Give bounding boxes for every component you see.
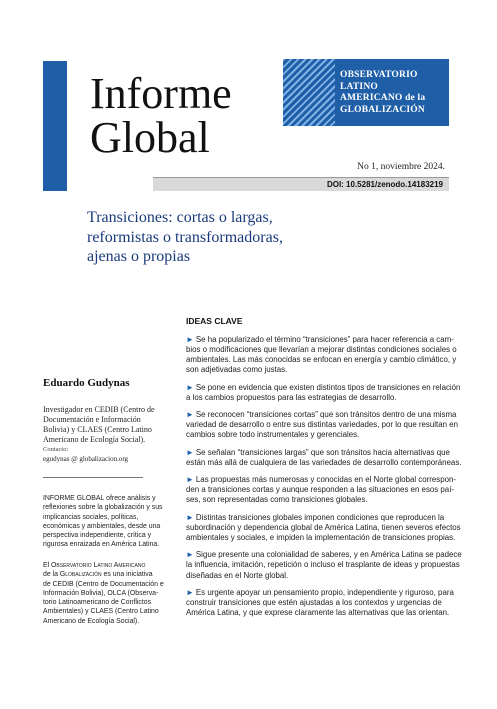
triangle-bullet-icon: ► — [186, 335, 194, 344]
key-idea-item — [186, 382, 461, 403]
sidebar-text: de la — [43, 571, 60, 579]
sidebar-text: reflexiones sobre la globalización y sus — [43, 504, 163, 512]
key-idea-item — [186, 447, 462, 468]
key-idea-item — [186, 550, 462, 580]
idea-line: Se señalan “transiciones largas” que son tránsitos hacia alternativas que — [195, 447, 450, 457]
triangle-bullet-icon: ► — [186, 382, 194, 392]
triangle-bullet-icon: ► — [186, 410, 194, 420]
idea-line: cambios sobre todo instrumentales y gerenciales. — [186, 430, 360, 440]
triangle-bullet-icon: ► — [186, 587, 194, 597]
document-title-line: ajenas o propias — [87, 248, 191, 265]
key-idea-item — [186, 410, 458, 440]
idea-line: son adjetivadas como justas. — [186, 365, 288, 375]
key-ideas-heading: IDEAS CLAVE — [186, 316, 243, 326]
title-line-2: Global — [90, 113, 210, 162]
idea-line: diseñadas en el Norte global. — [186, 570, 289, 580]
sidebar-text: Información Bolivia), OLCA (Observa- — [43, 589, 159, 597]
idea-line: la influencia, imitación, repetición o incluso el trasplante de ideas y propuestas — [186, 560, 460, 570]
idea-line: Es urgente apoyar un pensamiento propio, independiente y riguroso, para — [195, 587, 454, 597]
masthead-accent-bar — [43, 61, 67, 191]
doi-link[interactable]: DOI: 10.5281/zenodo.14183219 — [326, 180, 443, 189]
observatory-name-inline: Globalización — [59, 571, 102, 579]
contact-label: Contacto: — [43, 446, 69, 453]
sidebar-paragraph-observatory — [43, 561, 175, 626]
sidebar-text: de CEDIB (Centro de Documentación e — [43, 580, 164, 588]
sidebar-paragraph-about — [43, 494, 175, 550]
key-idea-item — [186, 475, 457, 505]
idea-line: Se pone en evidencia que existen distintos tipos de transiciones en relación — [195, 382, 461, 392]
sidebar-text: es una iniciativa — [101, 571, 153, 579]
sidebar-text: ofrece análisis y — [104, 495, 156, 502]
idea-line: Las propuestas más numerosas y conocidas en el Norte global correspon- — [195, 475, 457, 485]
key-idea-item — [186, 335, 457, 375]
key-idea-item — [186, 587, 454, 618]
sidebar-text: Americano de Ecología Social). — [43, 617, 140, 625]
idea-line: Sigue presente una colonialidad de saberes, y en América Latina se padece — [195, 550, 462, 560]
idea-line: ses, son representadas como transiciones globales. — [186, 495, 368, 505]
org-line: AMERICANO de la — [340, 93, 426, 103]
doi-bar — [153, 178, 449, 191]
idea-line: variedad de desarrollo o entre sus distintas variedades, por lo que resultan en — [186, 420, 458, 430]
sidebar-text: implicancias sociales, políticas, — [43, 513, 139, 521]
idea-line: den a transiciones cortas y aunque responden a las situaciones en esos paí- — [186, 485, 455, 495]
triangle-bullet-icon: ► — [186, 475, 194, 485]
issue-number: No 1, noviembre 2024. — [357, 162, 445, 172]
idea-line: América Latina, y que exprese claramente las alternativas que las orientan. — [186, 608, 450, 618]
triangle-bullet-icon: ► — [186, 512, 194, 522]
idea-line: ambientales. Las más conocidas se enfocan en energía y cambio climático, y — [186, 355, 457, 365]
author-name: Eduardo Gudynas — [43, 377, 130, 389]
sidebar-text: económicas y ambientales, desde una — [43, 522, 161, 530]
sidebar-separator — [43, 477, 143, 478]
observatory-stripes-graphic — [283, 59, 335, 126]
triangle-bullet-icon: ► — [186, 550, 194, 560]
document-title-line: Transiciones: cortas o largas, — [87, 209, 273, 226]
sidebar-text: perspectiva independiente, crítica y — [43, 532, 152, 540]
idea-line: Se ha popularizado el término “transiciones” para hacer referencia a cam- — [195, 335, 454, 344]
contact-email[interactable]: egudynas @ globalizacion.org — [43, 455, 129, 463]
publication-name-inline: INFORME GLOBAL — [43, 495, 105, 502]
publication-title — [90, 69, 232, 162]
idea-line: a los cambios propuestos para las estrategias de desarrollo. — [186, 392, 397, 402]
observatory-name — [340, 70, 446, 116]
observatory-name-inline: Observatorio Latino Americano — [51, 562, 146, 569]
idea-line: subordinación y dependencia global de América Latina, tienen severos efectos — [186, 522, 461, 532]
document-title — [87, 208, 337, 267]
sidebar-text: torio Latinoamericano de Conflictos — [43, 599, 152, 607]
idea-line: están más allá de cualquiera de las variedades de desarrollo contemporáneas. — [186, 457, 462, 467]
idea-line: ambientales y sociales, e impiden la implementación de transiciones propias. — [186, 532, 456, 542]
org-line: LATINO — [340, 81, 378, 92]
document-title-line: reformistas o transformadoras, — [87, 228, 283, 246]
sidebar-text: El — [43, 562, 52, 569]
title-line-1: Informe — [90, 69, 232, 118]
idea-line: construir transiciones que estén ajustadas a los contextos y urgencias de — [186, 598, 442, 608]
org-line: OBSERVATORIO — [340, 70, 418, 80]
key-idea-item — [186, 512, 461, 543]
key-ideas-list — [186, 335, 462, 626]
sidebar-text: Ambientales) y CLAES (Centro Latino — [43, 608, 159, 616]
org-line: GLOBALIZACIÓN — [340, 104, 425, 115]
idea-line: Distintas transiciones globales imponen condiciones que reproducen la — [195, 512, 445, 522]
idea-line: bios o modificaciones que llevarían a mejorar distintas condiciones sociales o — [186, 345, 457, 355]
triangle-bullet-icon: ► — [186, 447, 194, 457]
sidebar-text: rigurosa enraizada en América Latina. — [43, 541, 160, 549]
author-description: Investigador en CEDIB (Centro de Documentación e Información Bolivia) y CLAES (Centro Latino Americano de Ecología Social). — [43, 405, 155, 444]
idea-line: Se reconocen “transiciones cortas” que son tránsitos dentro de una misma — [195, 410, 457, 420]
